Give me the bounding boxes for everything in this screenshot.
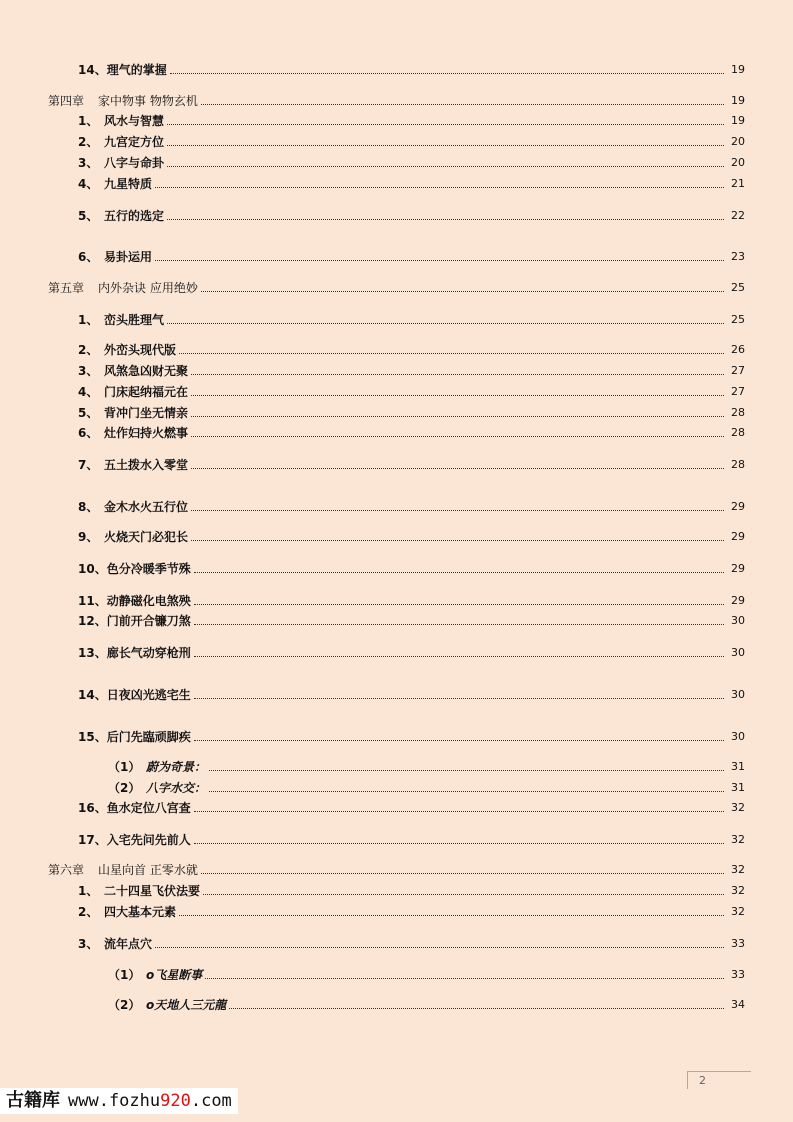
toc-title: 九星特质	[104, 177, 153, 191]
toc-page-number: 20	[731, 156, 745, 169]
toc-page-number: 19	[731, 114, 745, 127]
toc-chapter[interactable]	[48, 94, 745, 108]
toc-page-number: 27	[731, 364, 745, 377]
toc-item[interactable]	[78, 156, 745, 170]
dot-leader	[194, 655, 724, 657]
dot-leader	[209, 790, 724, 792]
toc-page-number: 29	[731, 562, 745, 575]
dot-leader	[167, 123, 724, 125]
toc-page-number: 28	[731, 426, 745, 439]
toc-chapter[interactable]	[48, 281, 745, 295]
toc-number: 9、	[78, 530, 99, 544]
watermark-brand: 古籍库	[6, 1090, 60, 1111]
dot-leader	[194, 697, 724, 699]
dot-leader	[209, 769, 724, 771]
toc-title: 外峦头现代版	[104, 343, 177, 357]
dot-leader	[167, 165, 724, 167]
toc-page-number: 34	[731, 998, 745, 1011]
dot-leader	[191, 373, 724, 375]
toc-title: 流年点穴	[104, 937, 153, 951]
toc-title: 火烧天门必犯长	[104, 530, 189, 544]
watermark-site-suffix: .com	[190, 1091, 232, 1111]
watermark-site-accent: 920	[160, 1091, 191, 1111]
toc-item[interactable]	[78, 500, 745, 514]
toc-page-number: 32	[731, 801, 745, 814]
toc-title: 九宫定方位	[104, 135, 165, 149]
toc-item[interactable]	[78, 688, 745, 702]
toc-title: 鱼水定位八宫查	[106, 801, 191, 815]
dot-leader	[191, 539, 724, 541]
toc-subitem[interactable]	[108, 760, 745, 774]
toc-item[interactable]	[78, 135, 745, 149]
toc-title: 峦头胜理气	[104, 313, 165, 327]
toc-number: （1）	[108, 968, 141, 982]
dot-leader	[191, 509, 724, 511]
toc-page-number: 32	[731, 884, 745, 897]
toc-item[interactable]	[78, 209, 745, 223]
toc-number: （1）	[108, 760, 141, 774]
toc-item[interactable]	[78, 313, 745, 327]
toc-title: 山星向首 正零水就	[98, 863, 198, 877]
toc-title: 八字与命卦	[104, 156, 165, 170]
watermark-site-prefix: www.fozhu	[68, 1091, 161, 1111]
toc-number: （2）	[108, 781, 141, 795]
toc-title: 五行的选定	[104, 209, 165, 223]
toc-title: 背冲门坐无情亲	[104, 406, 189, 420]
toc-title: 门前开合镰刀煞	[106, 614, 191, 628]
toc-number: 1、	[78, 114, 99, 128]
toc-title: 蔚为奇景：	[146, 760, 207, 774]
toc-item[interactable]	[78, 364, 745, 378]
dot-leader	[194, 739, 724, 741]
toc-number: 8、	[78, 500, 99, 514]
toc-number: 5、	[78, 209, 99, 223]
toc-number: 5、	[78, 406, 99, 420]
toc-item[interactable]	[78, 250, 745, 264]
toc-page-number: 33	[731, 968, 745, 981]
toc-item[interactable]	[78, 426, 745, 440]
watermark-banner	[0, 1088, 238, 1114]
toc-page-number: 31	[731, 760, 745, 773]
toc-title: 日夜凶光逃宅生	[106, 688, 191, 702]
toc-chapter[interactable]	[48, 863, 745, 877]
toc-number: 7、	[78, 458, 99, 472]
watermark-site	[68, 1088, 232, 1114]
dot-leader	[201, 103, 724, 105]
toc-number: 4、	[78, 177, 99, 191]
toc-title: 廊长气动穿枪刑	[106, 646, 191, 660]
toc-page-number: 23	[731, 250, 745, 263]
dot-leader	[229, 1007, 724, 1009]
toc-page-number: 19	[731, 94, 745, 107]
dot-leader	[179, 914, 724, 916]
toc-page-number: 25	[731, 313, 745, 326]
toc-number: 2、	[78, 905, 99, 919]
toc-number: 12、	[78, 614, 107, 628]
toc-page-number: 33	[731, 937, 745, 950]
toc-item[interactable]	[78, 646, 745, 660]
page-number-text: 2	[699, 1074, 706, 1087]
toc-title: 风煞急凶财无聚	[104, 364, 189, 378]
toc-title: o飞星断事	[146, 968, 203, 982]
toc-title: 内外杂诀 应用绝妙	[98, 281, 198, 295]
toc-item[interactable]	[78, 614, 745, 628]
toc-number: 10、	[78, 562, 107, 576]
toc-title: o天地人三元龍	[146, 998, 227, 1012]
toc-title: 二十四星飞伏法要	[104, 884, 201, 898]
toc-number: 3、	[78, 364, 99, 378]
toc-number: 4、	[78, 385, 99, 399]
toc-number: 16、	[78, 801, 107, 815]
toc-item[interactable]	[78, 385, 745, 399]
dot-leader	[170, 72, 724, 74]
dot-leader	[167, 322, 724, 324]
toc-title: 灶作妇持火燃事	[104, 426, 189, 440]
dot-leader	[179, 352, 724, 354]
dot-leader	[191, 435, 724, 437]
dot-leader	[194, 810, 724, 812]
dot-leader	[191, 467, 724, 469]
toc-item[interactable]	[78, 801, 745, 815]
toc-page-number: 32	[731, 863, 745, 876]
toc-title: 八字水交：	[146, 781, 207, 795]
toc-subitem[interactable]	[108, 998, 745, 1012]
toc-subitem[interactable]	[108, 968, 745, 982]
dot-leader	[205, 977, 724, 979]
dot-leader	[203, 893, 724, 895]
toc-number: 15、	[78, 730, 107, 744]
dot-leader	[155, 186, 724, 188]
toc-page-number: 20	[731, 135, 745, 148]
toc-number: 6、	[78, 426, 99, 440]
toc-title: 动静磁化电煞殃	[106, 594, 191, 608]
toc-title: 理气的掌握	[106, 63, 167, 77]
toc-item[interactable]	[78, 937, 745, 951]
toc-page-number: 30	[731, 646, 745, 659]
toc-item[interactable]	[78, 406, 745, 420]
toc-page-number: 28	[731, 458, 745, 471]
toc-page-number: 29	[731, 530, 745, 543]
toc-title: 四大基本元素	[104, 905, 177, 919]
dot-leader	[167, 144, 724, 146]
toc-item[interactable]	[78, 114, 745, 128]
toc-page-number: 29	[731, 500, 745, 513]
toc-page-number: 22	[731, 209, 745, 222]
toc-number: 1、	[78, 313, 99, 327]
toc-page-number: 29	[731, 594, 745, 607]
dot-leader	[201, 290, 724, 292]
toc-page-number: 21	[731, 177, 745, 190]
toc-page-number: 28	[731, 406, 745, 419]
toc-subitem[interactable]	[108, 781, 745, 795]
toc-item[interactable]	[78, 343, 745, 357]
dot-leader	[191, 394, 724, 396]
toc-number: 13、	[78, 646, 107, 660]
toc-page-number: 27	[731, 385, 745, 398]
toc-page-number: 26	[731, 343, 745, 356]
toc-page-number: 32	[731, 833, 745, 846]
toc-item[interactable]	[78, 63, 745, 77]
dot-leader	[191, 415, 724, 417]
toc-title: 色分冷暖季节殊	[106, 562, 191, 576]
toc-title: 五土拨水入零堂	[104, 458, 189, 472]
toc-number: 11、	[78, 594, 107, 608]
toc-title: 金木水火五行位	[104, 500, 189, 514]
toc-number: 3、	[78, 156, 99, 170]
toc-item[interactable]	[78, 530, 745, 544]
toc-number: 2、	[78, 135, 99, 149]
toc-title: 风水与智慧	[104, 114, 165, 128]
toc-number: （2）	[108, 998, 141, 1012]
toc-page-number: 25	[731, 281, 745, 294]
toc-page-number: 30	[731, 730, 745, 743]
dot-leader	[194, 842, 724, 844]
page-number	[687, 1071, 751, 1089]
toc-page-number: 30	[731, 688, 745, 701]
toc-number: 第五章	[48, 281, 85, 295]
toc-item[interactable]	[78, 458, 745, 472]
dot-leader	[155, 259, 724, 261]
toc-page-number: 32	[731, 905, 745, 918]
toc-item[interactable]	[78, 594, 745, 608]
toc-page-number: 31	[731, 781, 745, 794]
toc-number: 14、	[78, 688, 107, 702]
toc-item[interactable]	[78, 905, 745, 919]
toc-number: 2、	[78, 343, 99, 357]
toc-number: 1、	[78, 884, 99, 898]
toc-page-number: 19	[731, 63, 745, 76]
toc-item[interactable]	[78, 177, 745, 191]
toc-item[interactable]	[78, 884, 745, 898]
dot-leader	[194, 603, 724, 605]
toc-number: 第四章	[48, 94, 85, 108]
toc-title: 入宅先问先前人	[106, 833, 191, 847]
toc-title: 家中物事 物物玄机	[98, 94, 198, 108]
dot-leader	[194, 571, 724, 573]
toc-title: 门床起纳福元在	[104, 385, 189, 399]
toc-number: 14、	[78, 63, 107, 77]
toc-title: 后门先臨顽脚疾	[106, 730, 191, 744]
toc-number: 第六章	[48, 863, 85, 877]
dot-leader	[167, 218, 724, 220]
toc-page-number: 30	[731, 614, 745, 627]
toc-number: 6、	[78, 250, 99, 264]
toc-item[interactable]	[78, 730, 745, 744]
toc-number: 17、	[78, 833, 107, 847]
dot-leader	[201, 872, 724, 874]
toc-item[interactable]	[78, 833, 745, 847]
toc-number: 3、	[78, 937, 99, 951]
dot-leader	[155, 946, 724, 948]
toc-item[interactable]	[78, 562, 745, 576]
dot-leader	[194, 623, 724, 625]
toc-title: 易卦运用	[104, 250, 153, 264]
